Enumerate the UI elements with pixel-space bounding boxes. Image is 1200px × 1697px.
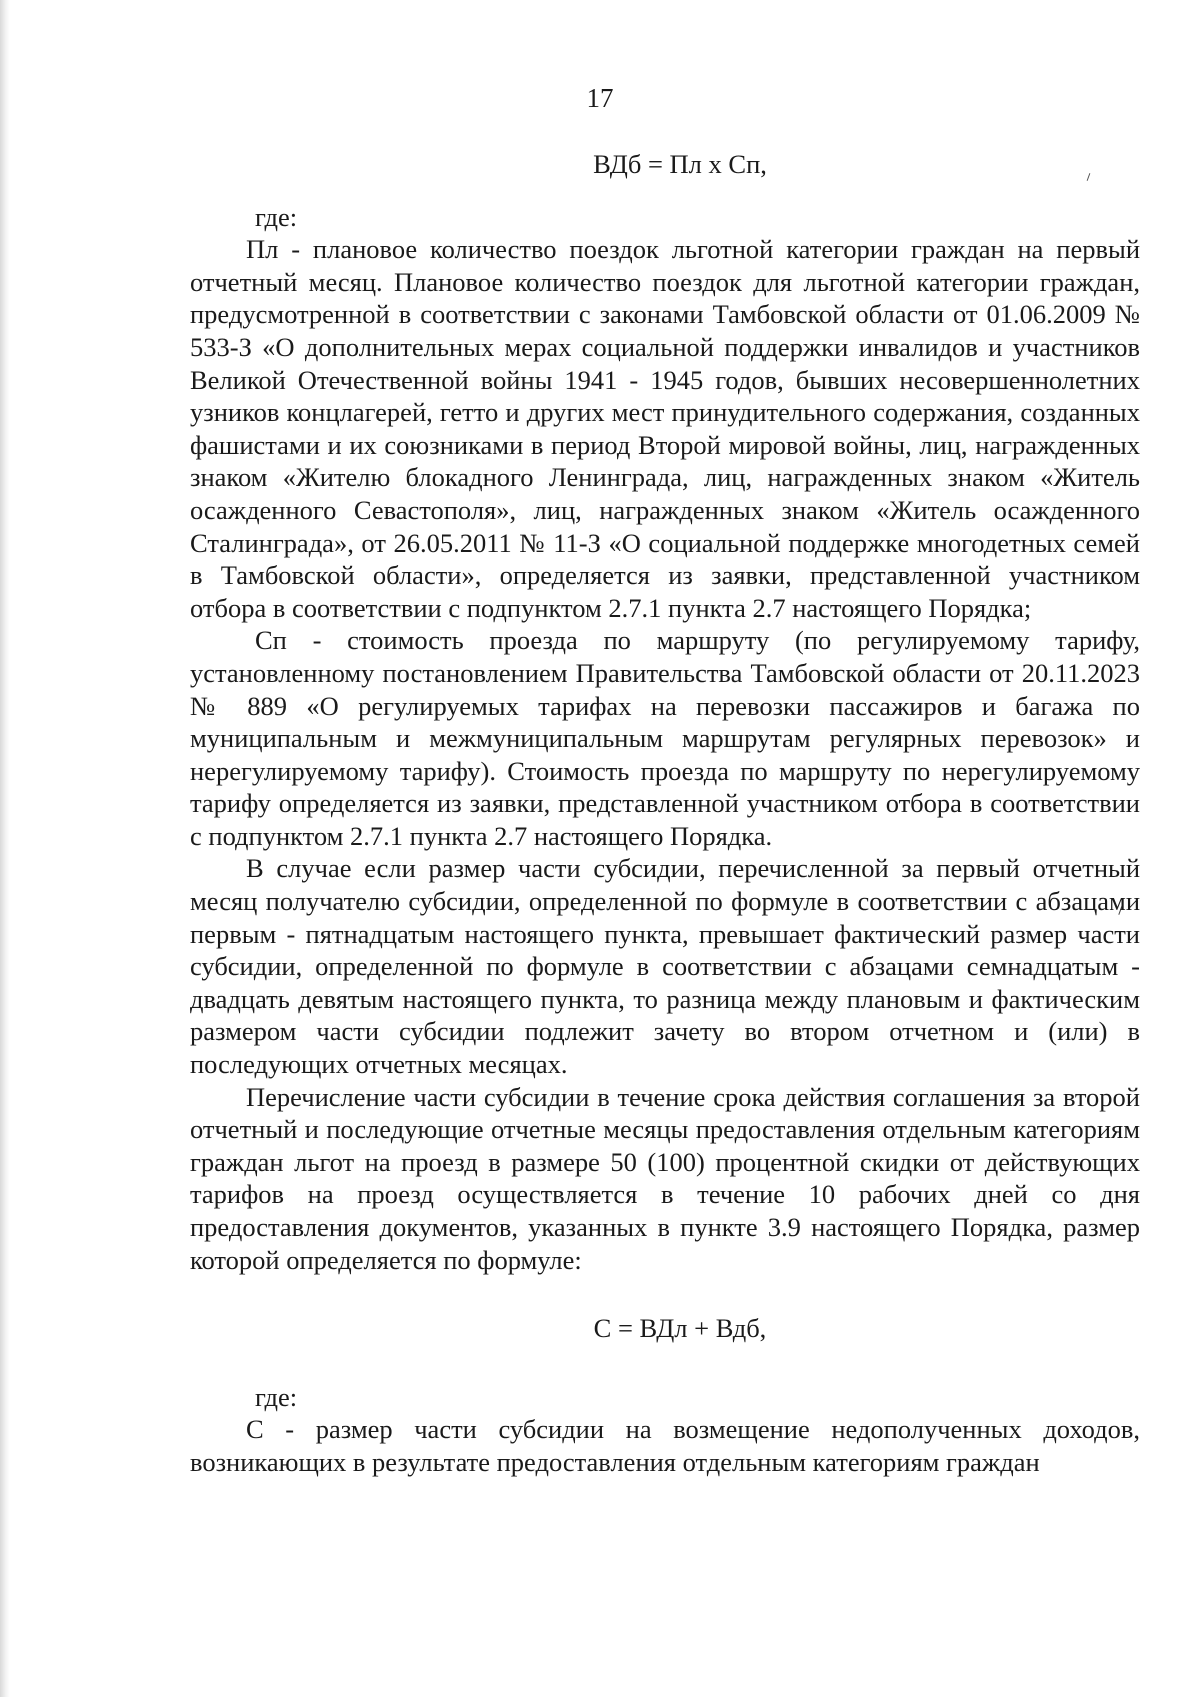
paragraph-transfer: Перечисление части субсидии в течение срока действия соглашения за второй отчетный и последующие отчетные месяцы предоставления отдельным категориям граждан льгот на проезд в размере 50 (100) процентной скидки от действующих тарифов на проезд осуществляется в течение 10 рабочих дней со дня предоставления документов, указанных в пункте 3.9 настоящего Порядка, размер которой определяется по формуле: bbox=[190, 1081, 1140, 1275]
definition-c: С - размер части субсидии на возмещение недополученных доходов, возникающих в результате предоставления отдельным категориям граждан bbox=[190, 1414, 1140, 1477]
document-body bbox=[190, 148, 1140, 1479]
definition-sp: Сп - стоимость проезда по маршруту (по регулируемому тарифу, установленному постановлением Правительства Тамбовской области от 20.11.2023 № 889 «О регулируемых тарифах на перевозки пассажиров и багажа по муниципальным и межмуниципальным маршрутам регулярных перевозок» и нерегулируемому тарифу). Стоимость проезда по маршруту по нерегулируемому тарифу определяется из заявки, представленной участником отбора в соответствии с подпунктом 2.7.1 пункта 2.7 настоящего Порядка. bbox=[190, 625, 1140, 851]
page-number: 17 bbox=[586, 83, 614, 113]
where-label: где: bbox=[255, 201, 298, 232]
formula-c: С = ВДл + Вдб, bbox=[593, 1313, 767, 1344]
definition-pl: Пл - плановое количество поездок льготной категории граждан на первый отчетный месяц. Плановое количество поездок для льготной категории граждан, предусмотренной в соответствии с законами Тамбовской области от 01.06.2009 № 533-З «О дополнительных мерах социальной поддержки инвалидов и участников Великой Отечественной войны 1941 - 1945 годов, бывших несовершеннолетних узников концлагерей, гетто и других мест принудительного содержания, созданных фашистами и их союзниками в период Второй мировой войны, лиц, награжденных знаком «Жителю блокадного Ленинграда, лиц, награжденных знаком «Житель осажденного Севастополя», лиц, награжденных знаком «Житель осажденного Сталинграда», от 26.05.2011 № 11-З «О социальной поддержке многодетных семей в Тамбовской области», определяется из заявки, представленной участником отбора в соответствии с подпунктом 2.7.1 пункта 2.7 настоящего Порядка; bbox=[190, 234, 1140, 623]
where-label: где: bbox=[255, 1381, 298, 1412]
formula-vdb: ВДб = Пл х Сп, bbox=[593, 149, 767, 179]
scan-edge-shadow bbox=[0, 0, 10, 1697]
paragraph-difference: В случае если размер части субсидии, перечисленной за первый отчетный месяц получателю субсидии, определенной по формуле в соответствии с абзацами первым - пятнадцатым настоящего пункта, превышает фактический размер части субсидии, определенной по формуле в соответствии с абзацами семнадцатым - двадцать девятым настоящего пункта, то разница между плановым и фактическим размером части субсидии подлежит зачету во втором отчетном и (или) в последующих отчетных месяцах. bbox=[190, 853, 1140, 1080]
